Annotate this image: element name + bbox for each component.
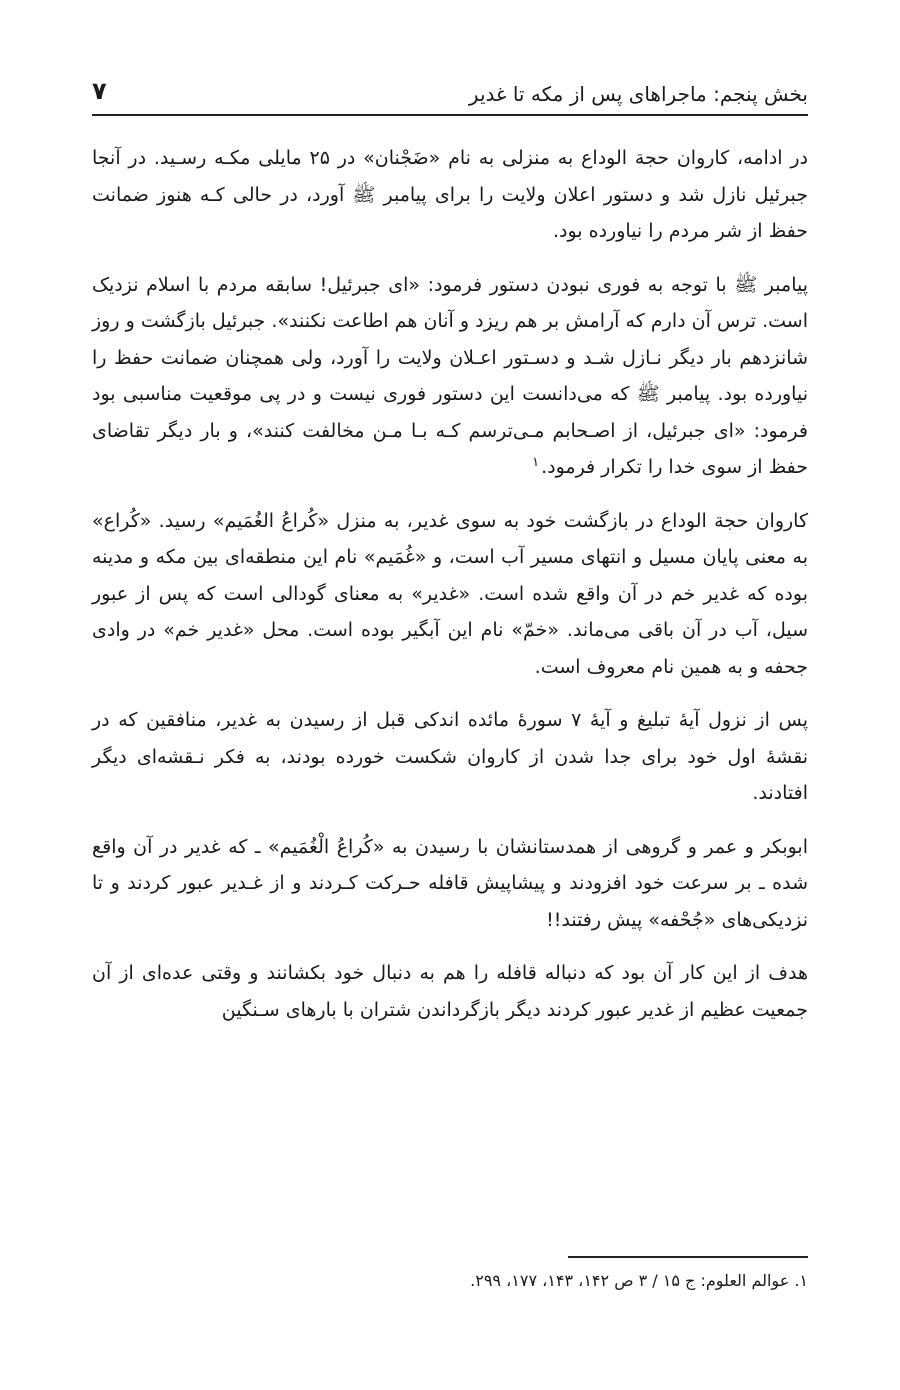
footnote: ۱. عوالم العلوم: ج ۱۵ / ۳ ص ۱۴۲، ۱۴۳، ۱۷۷، ۲۹۹. xyxy=(470,1271,808,1290)
book-page xyxy=(92,0,808,1390)
paragraph: در ادامه، کاروان حجة الوداع به منزلی به نام «ضَجْنان» در ۲۵ مایلی مکـه رسـید. در آنجا جبرئیل نازل شد و دستور اعلان ولایت را برای پیامبر ﷺ آورد، در حالی کـه هنوز ضمانت حفظ از شر مردم را نیاورده بود. xyxy=(92,147,809,242)
paragraph: ابوبکر و عمر و گروهی از همدستانشان با رسیدن به «کُراعُ الْغُمَیم» ـ که غدیر در آن واقع شده ـ بر سرعت خود افزودند و پیشاپیش قافله حـرکت کـردند و از غـدیر عبور کردند و تا نزدیکی‌های «جُحْفه» پیش رفتند!! xyxy=(92,835,808,931)
footnote-reference: ۱ xyxy=(532,454,540,470)
chapter-title: بخش پنجم: ماجراهای پس از مکه تا غدیر xyxy=(468,82,808,106)
paragraph: کاروان حجة الوداع در بازگشت خود به سوی غدیر، به منزل «کُراعُ الغُمَیم» رسید. «کُراع» به معنی پایان مسیل و انتهای مسیر آب است، و «غُمَیم» نام این منطقه‌ای بین مکه و مدینه بوده که غدیر خم در آن واقع شده است. «غدیر» به معنای گودالی است که پس از عبور سیل، آب در آن باقی می‌ماند. «خمّ» نام این آبگیر بوده است. محل «غدیر خم» در وادی جحفه و به همین نام معروف است. xyxy=(92,509,808,678)
body-text xyxy=(92,140,808,1045)
paragraph: هدف از این کار آن بود که دنباله قافله را هم به دنبال خود بکشانند و وقتی عده‌ای از آن جمعیت عظیم از غدیر عبور کردند دیگر بازگرداندن شتران با بارهای سـنگین xyxy=(92,962,808,1021)
running-header xyxy=(92,70,808,116)
paragraph: پس از نزول آیهٔ تبلیغ و آیهٔ ۷ سورهٔ مائده اندکی قبل از رسیدن به غدیر، منافقین که در نقشهٔ اول خود برای جدا شدن از کاروان شکست خورده بودند، به فکر نـقشه‌ای دیگر افتادند. xyxy=(92,709,808,804)
paragraph-text: پیامبر ﷺ با توجه به فوری نبودن دستور فرمود: «ای جبرئیل! سابقه مردم با اسلام نزدیک است. ترس آن دارم که آرامش بر هم ریزد و آنان هم اطاعت نکنند». جبرئیل بازگشت و روز شانزدهم بار دیگر نـازل شـد و دسـتور اعـلان ولایت را آورد، ولی همچنان ضمانت حفظ را نیاورده بود. پیامبر ﷺ که می‌دانست این دستور فوری نیست و در پی موقعیت مناسبی بود فرمود: «ای جبرئیل، از اصـحابم مـی‌ترسم کـه بـا مـن مخالفت کنند»، و بار دیگر تقاضای حفظ از سوی خدا را تکرار فرمود. xyxy=(92,273,808,478)
paragraph xyxy=(92,267,808,486)
footnote-separator xyxy=(568,1256,808,1258)
page-number: ۷ xyxy=(92,77,107,105)
